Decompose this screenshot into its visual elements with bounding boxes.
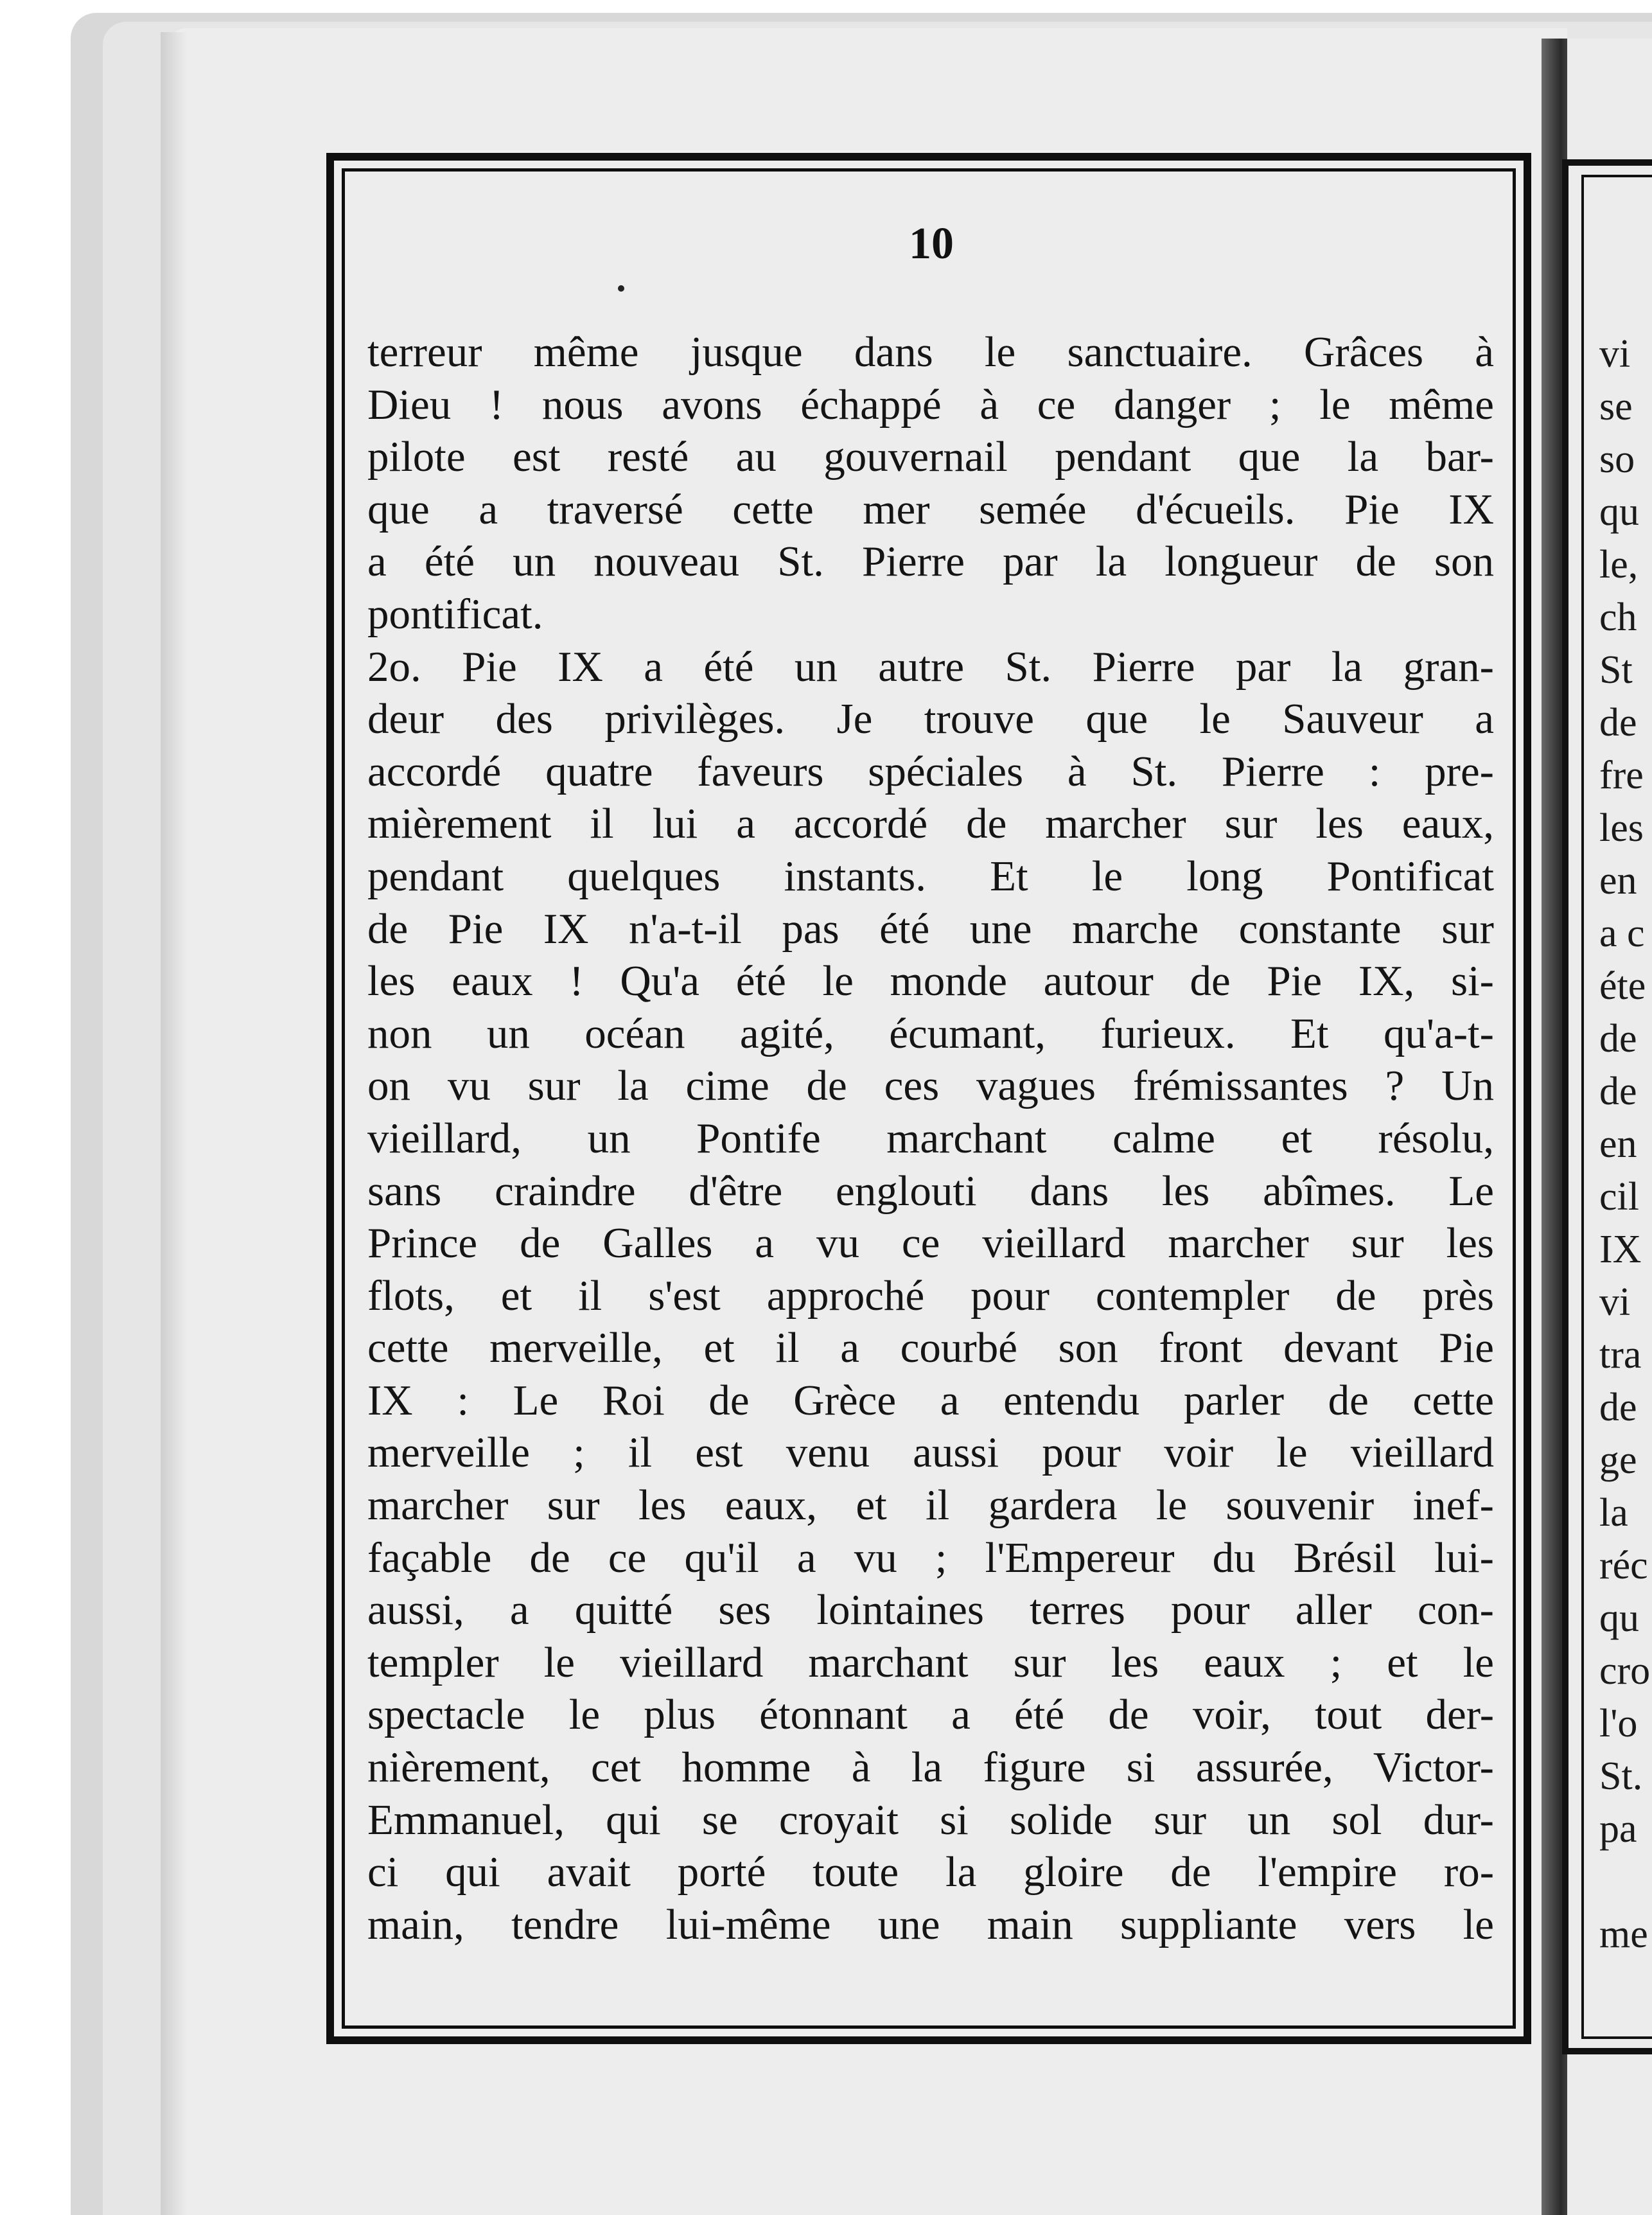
text-line: que a traversé cette mer semée d'écueils. Pie IX	[367, 485, 1494, 533]
text-line: a été un nouveau St. Pierre par la longueur de son	[367, 538, 1494, 586]
next-page-line-fragment: IX	[1599, 1228, 1642, 1271]
next-page-line-fragment: fre	[1599, 754, 1644, 797]
next-page-line-fragment	[1599, 1855, 1652, 1908]
next-page-line-fragment: en	[1599, 859, 1637, 903]
next-page-line-fragment: l'o	[1599, 1702, 1638, 1745]
next-page-line-fragment: la	[1599, 1491, 1628, 1535]
next-page-line-fragment: a c	[1599, 912, 1645, 955]
text-line: vieillard, un Pontife marchant calme et résolu,	[367, 1114, 1494, 1162]
text-line: les eaux ! Qu'a été le monde autour de Pie IX, si-	[367, 957, 1494, 1005]
page-number: 10	[909, 219, 954, 269]
body-text	[367, 326, 1494, 1951]
text-line: de Pie IX n'a-t-il pas été une marche constante sur	[367, 905, 1494, 953]
next-page-line-fragment: le,	[1599, 543, 1639, 587]
text-line: ci qui avait porté toute la gloire de l'empire ro-	[367, 1848, 1494, 1896]
text-line: flots, et il s'est approché pour contempler de près	[367, 1271, 1494, 1319]
text-line: façable de ce qu'il a vu ; l'Empereur du Brésil lui-	[367, 1533, 1494, 1582]
text-line: mièrement il lui a accordé de marcher sur les eaux,	[367, 800, 1494, 848]
next-page-line-fragment: de	[1599, 1386, 1637, 1429]
text-line: aussi, a quitté ses lointaines terres pour aller con-	[367, 1586, 1494, 1634]
text-line: nièrement, cet homme à la figure si assurée, Victor-	[367, 1743, 1494, 1792]
next-page-line-fragment: me	[1599, 1912, 1648, 1956]
next-page-line-fragment: les	[1599, 806, 1644, 850]
next-page-line-fragment: de	[1599, 701, 1637, 745]
text-line: non un océan agité, écumant, furieux. Et qu'a-t-	[367, 1009, 1494, 1057]
text-line: terreur même jusque dans le sanctuaire. Grâces à	[367, 328, 1494, 376]
text-line: deur des privilèges. Je trouve que le Sauveur a	[367, 695, 1494, 743]
next-page-line-fragment: se	[1599, 385, 1633, 428]
text-line: cette merveille, et il a courbé son front devant Pie	[367, 1324, 1494, 1372]
next-page-line-fragment: de	[1599, 1070, 1637, 1113]
next-page-line-fragment: qu	[1599, 1596, 1639, 1640]
next-page-line-fragment: ch	[1599, 596, 1637, 639]
next-page-line-fragment: cro	[1599, 1649, 1651, 1693]
next-page-line-fragment: tra	[1599, 1333, 1642, 1377]
text-line: accordé quatre faveurs spéciales à St. Pierre : pre-	[367, 747, 1494, 795]
ink-speck	[618, 285, 624, 292]
next-page-line-fragment: vi	[1599, 332, 1631, 376]
text-line: pilote est resté au gouvernail pendant que la bar-	[367, 433, 1494, 481]
next-page-line-fragment: réc	[1599, 1544, 1648, 1587]
text-line: IX : Le Roi de Grèce a entendu parler de cette	[367, 1376, 1494, 1424]
text-line: spectacle le plus étonnant a été de voir, tout der-	[367, 1691, 1494, 1739]
next-page-line-fragment: ge	[1599, 1438, 1637, 1482]
text-line: templer le vieillard marchant sur les eaux ; et le	[367, 1638, 1494, 1686]
next-page-line-fragment: qu	[1599, 490, 1639, 534]
next-page-line-fragment: vi	[1599, 1280, 1631, 1324]
next-page-line-fragment: éte	[1599, 964, 1646, 1008]
text-line: Prince de Galles a vu ce vieillard marcher sur les	[367, 1219, 1494, 1267]
next-page-line-fragment: St	[1599, 648, 1633, 692]
text-line: pontificat.	[367, 590, 543, 638]
next-page-text-fragments	[1599, 328, 1652, 1961]
text-line: marcher sur les eaux, et il gardera le souvenir inef-	[367, 1481, 1494, 1530]
next-page-line-fragment: St.	[1599, 1754, 1643, 1798]
next-page-line-fragment: so	[1599, 437, 1635, 481]
page-edge-shadow	[161, 32, 186, 2215]
next-page-line-fragment: de	[1599, 1017, 1637, 1061]
next-page-line-fragment: pa	[1599, 1807, 1637, 1851]
text-line: sans craindre d'être englouti dans les abîmes. Le	[367, 1167, 1494, 1215]
text-line: 2o. Pie IX a été un autre St. Pierre par la gran-	[367, 642, 1494, 691]
text-line: Dieu ! nous avons échappé à ce danger ; le même	[367, 380, 1494, 428]
text-line: main, tendre lui-même une main suppliante vers le	[367, 1900, 1494, 1948]
next-page-line-fragment: en	[1599, 1122, 1637, 1166]
next-page-line-fragment: cil	[1599, 1175, 1639, 1219]
text-line: merveille ; il est venu aussi pour voir le vieillard	[367, 1429, 1494, 1477]
text-line: on vu sur la cime de ces vagues frémissantes ? Un	[367, 1062, 1494, 1110]
text-line: pendant quelques instants. Et le long Pontificat	[367, 852, 1494, 900]
text-line: Emmanuel, qui se croyait si solide sur un sol dur-	[367, 1796, 1494, 1844]
